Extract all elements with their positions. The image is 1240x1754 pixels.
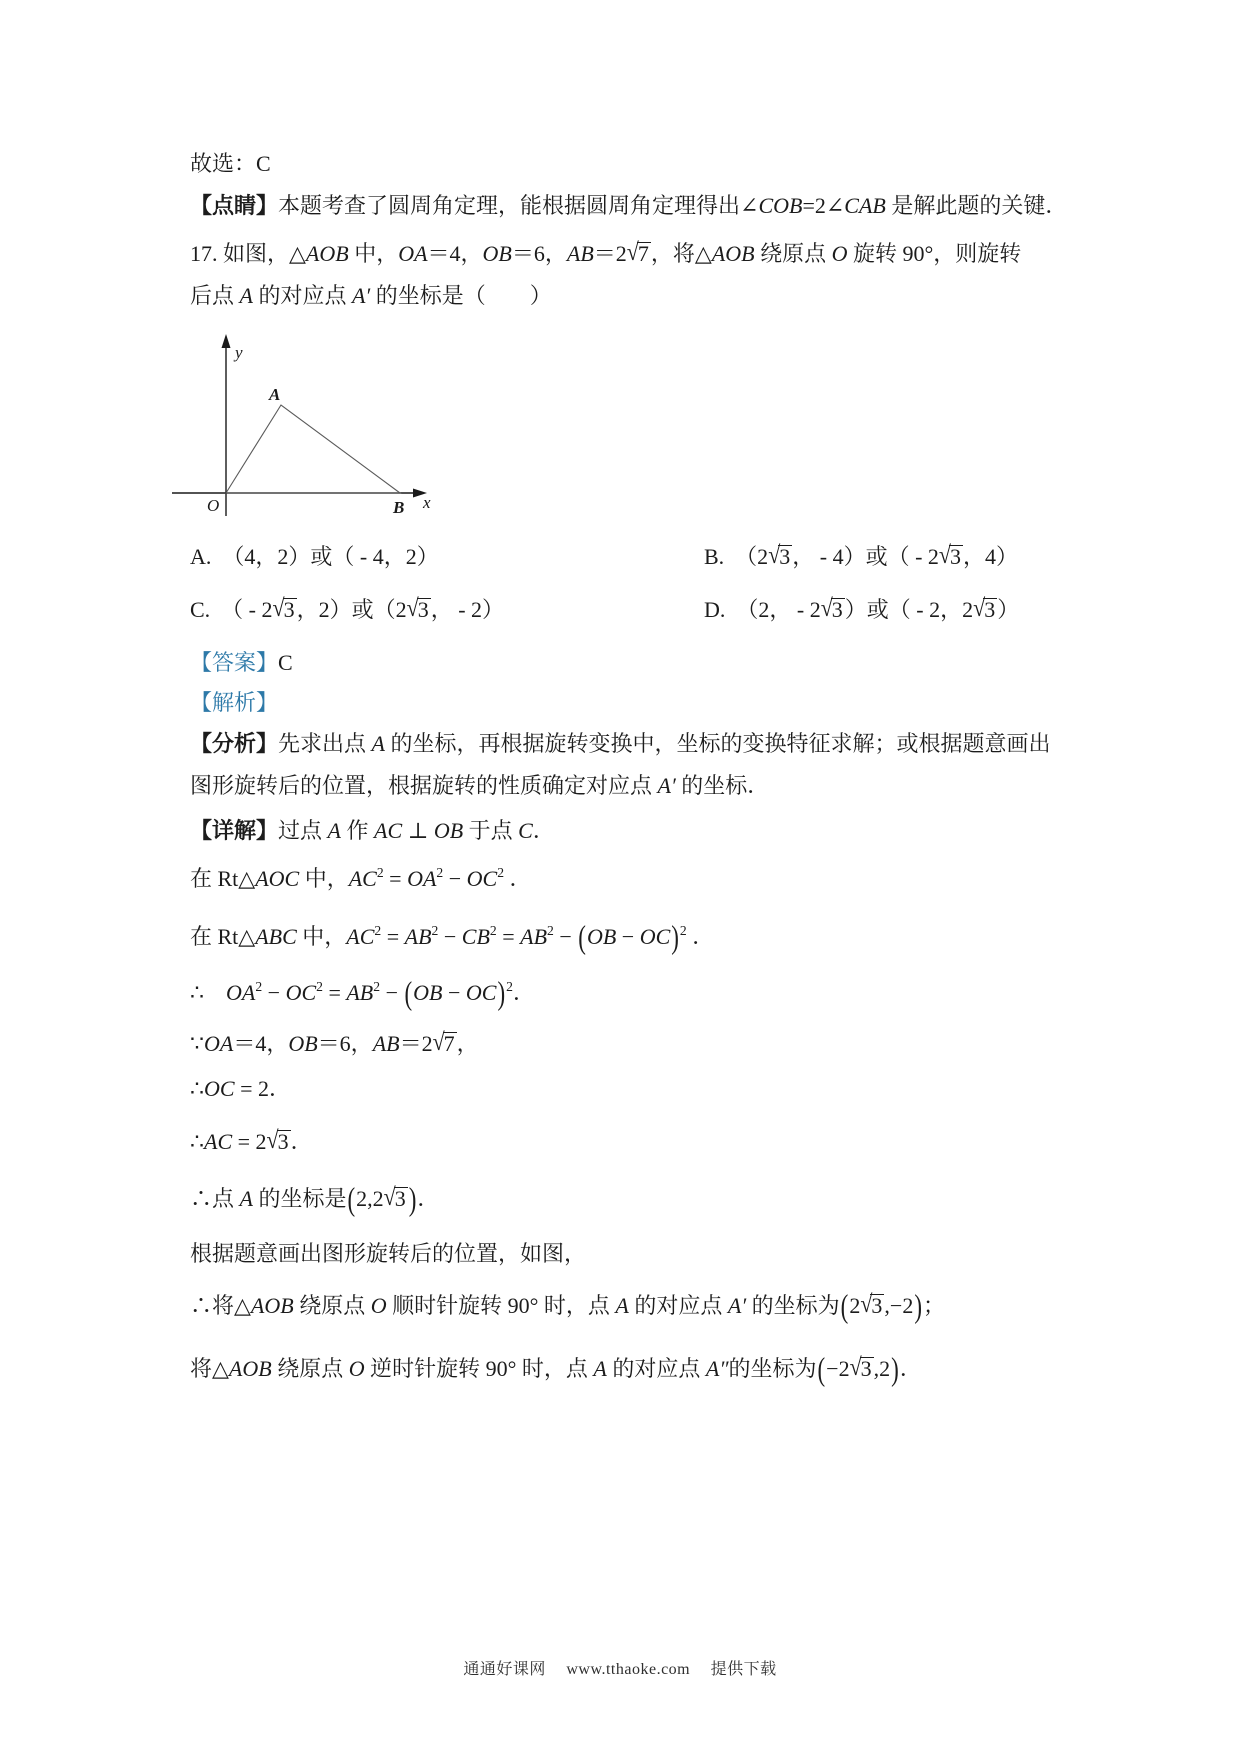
vertex-b-label: B [393, 498, 405, 517]
formula-therefore-line: ∴ $OA^2 - OC^2 = AB^2 - (OB - OC)^2$． [190, 975, 535, 1012]
analysis-line-2: 图形旋转后的位置，根据旋转的性质确定对应点 A′ 的坐标． [190, 773, 770, 798]
coordinate-triangle-figure [165, 330, 435, 522]
solution-intro-line: 【详解】过点 A 作 AC ⊥ OB 于点 C． [190, 818, 555, 843]
triangle-aob-outline [226, 405, 400, 493]
option-b: B. （2√3， - 4）或（ - 2√3，4） [704, 540, 1019, 569]
option-a: A. （4，2）或（ - 4，2） [190, 544, 439, 569]
formula-rt-aoc-line: 在 Rt△AOC 中，$AC^2 = OA^2 - OC^2$ ． [190, 865, 532, 891]
conclusion-line: 故选：C [190, 151, 271, 176]
footer-site-name: 通通好课网 [463, 1661, 546, 1678]
origin-label: O [207, 496, 220, 515]
vertex-a-label: A [269, 385, 281, 404]
footer-url: www.tthaoke.com [566, 1661, 691, 1678]
analysis-line-1: 【分析】先求出点 A 的坐标，再根据旋转变换中，坐标的变换特征求解；或根据题意画出 [190, 731, 1051, 756]
option-d: D. （2， - 2√3）或（ - 2，2√3） [704, 593, 1020, 622]
x-axis-label: x [423, 493, 431, 512]
given-values-line: ∵OA＝4，OB＝6，AB＝2√7， [190, 1027, 479, 1056]
question-17-line-2: 后点 A 的对应点 A′ 的坐标是（ ） [190, 283, 552, 308]
page-footer [0, 1656, 1240, 1679]
oc-result-line: ∴OC = 2． [190, 1076, 291, 1101]
analysis-header-line: 【解析】 [190, 690, 279, 715]
formula-rt-abc-line: 在 Rt△ABC 中，$AC^2 = AB^2 - CB^2 = AB^2 - (OB - OC)^2$ ． [190, 919, 715, 956]
counterclockwise-result-line: 将△AOB 绕原点 O 逆时针旋转 90° 时，点 A 的对应点 A″的坐标为(−2√3,2)． [190, 1351, 922, 1388]
ac-result-line: ∴AC = 2√3． [190, 1125, 313, 1154]
rotation-drawing-line: 根据题意画出图形旋转后的位置，如图， [190, 1241, 587, 1266]
remark-dianjing-line: 【点睛】本题考查了圆周角定理，能根据圆周角定理得出∠COB=2∠CAB 是解此题的关键． [190, 193, 1068, 218]
answer-line: 【答案】C [190, 650, 293, 675]
clockwise-result-line: ∴将△AOB 绕原点 O 顺时针旋转 90° 时，点 A 的对应点 A′ 的坐标为(2√3,−2)； [190, 1288, 946, 1325]
footer-download-suffix: 提供下载 [710, 1661, 777, 1678]
option-c: C. （ - 2√3，2）或（2√3， - 2） [190, 593, 505, 622]
point-a-coords-line: ∴点 A 的坐标是(2,2√3 )． [190, 1181, 440, 1218]
y-axis-arrow-icon [222, 334, 231, 348]
y-axis-label: y [235, 343, 243, 362]
question-17-line-1: 17. 如图，△AOB 中，OA＝4，OB＝6，AB＝2√7，将△AOB 绕原点 O 旋转 90°，则旋转 [190, 237, 1022, 266]
